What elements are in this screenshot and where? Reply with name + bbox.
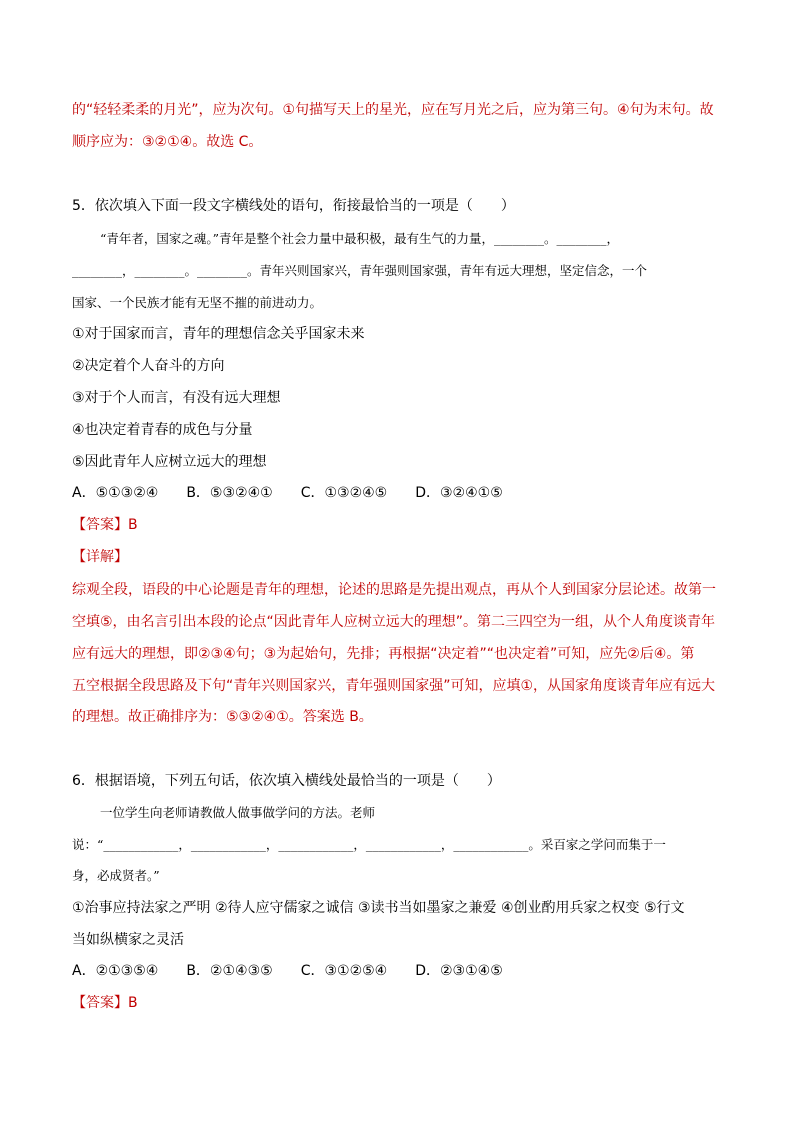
question-6-options-line-2: 当如纵横家之灵活 bbox=[72, 932, 184, 948]
question-5-detail-line-1: 综观全段，语段的中心论题是青年的理想，论述的思路是先提出观点，再从个人到国家分层论述。故第一 bbox=[72, 582, 716, 598]
question-6-passage-line-2: 说：“____________，____________，____________，____________，____________。采百家之学问而集于一 bbox=[72, 837, 666, 852]
answer-label: 【答案】 bbox=[72, 995, 128, 1011]
answer-label: 【答案】 bbox=[72, 517, 128, 533]
question-6-answer bbox=[72, 993, 138, 1013]
question-5-option-5: ⑤因此青年人应树立远大的理想 bbox=[72, 454, 267, 470]
prev-explanation-line-2: 顺序应为：③②①④。故选 C。 bbox=[72, 134, 263, 150]
question-6-options-line-1: ①治事应持法家之严明 ②待人应守儒家之诚信 ③读书当如墨家之兼爱 ④创业酌用兵家之权变 ⑤行文 bbox=[72, 900, 685, 916]
question-5-passage-line-2: ________，________。________。青年兴则国家兴，青年强则国家强，青年有远大理想，坚定信念，一个 bbox=[72, 263, 648, 278]
question-5-detail-label: 【详解】 bbox=[72, 549, 128, 565]
question-6-passage-line-1: 一位学生向老师请教做人做事做学问的方法。老师 bbox=[100, 805, 376, 820]
question-6-choices: A．②①③⑤④ B．②①④③⑤ C．③①②⑤④ D．②③①④⑤ bbox=[72, 963, 503, 979]
answer-value: B bbox=[128, 995, 138, 1011]
question-5-stem: 5．依次填入下面一段文字横线处的语句，衔接最恰当的一项是（ ） bbox=[72, 198, 515, 214]
question-6-passage-line-3: 身，必成贤者。” bbox=[72, 868, 160, 883]
question-5-option-1: ①对于国家而言，青年的理想信念关乎国家未来 bbox=[72, 326, 365, 342]
question-5-option-3: ③对于个人而言，有没有远大理想 bbox=[72, 390, 281, 406]
question-5-detail-line-2: 空填⑤，由名言引出本段的论点“因此青年人应树立远大的理想”。第二三四空为一组，从个人角度谈青年 bbox=[72, 614, 716, 630]
question-5-detail-line-5: 的理想。故正确排序为：⑤③②④①。答案选 B。 bbox=[72, 709, 373, 725]
question-5-answer bbox=[72, 515, 138, 535]
question-5-detail-line-3: 应有远大的理想，即②③④句；③为起始句，先排；再根据“决定着”“也决定着”可知，应先②后④。第 bbox=[72, 646, 695, 662]
question-5-option-4: ④也决定着青春的成色与分量 bbox=[72, 422, 253, 438]
question-6-stem: 6．根据语境，下列五句话，依次填入横线处最恰当的一项是（ ） bbox=[72, 773, 501, 789]
prev-explanation-line-1: 的“轻轻柔柔的月光”，应为次句。①句描写天上的星光，应在写月光之后，应为第三句。④句为末句。故 bbox=[72, 102, 714, 118]
question-5-detail-line-4: 五空根据全段思路及下句“青年兴则国家兴，青年强则国家强”可知，应填①，从国家角度谈青年应有远大 bbox=[72, 678, 716, 694]
question-5-passage-line-3: 国家、一个民族才能有无坚不摧的前进动力。 bbox=[72, 295, 323, 310]
question-5-choices: A．⑤①③②④ B．⑤③②④① C．①③②④⑤ D．③②④①⑤ bbox=[72, 485, 503, 501]
question-5-option-2: ②决定着个人奋斗的方向 bbox=[72, 358, 225, 374]
answer-value: B bbox=[128, 517, 138, 533]
question-5-passage-line-1: “青年者，国家之魂。”青年是整个社会力量中最积极，最有生气的力量，________。________， bbox=[100, 231, 620, 246]
